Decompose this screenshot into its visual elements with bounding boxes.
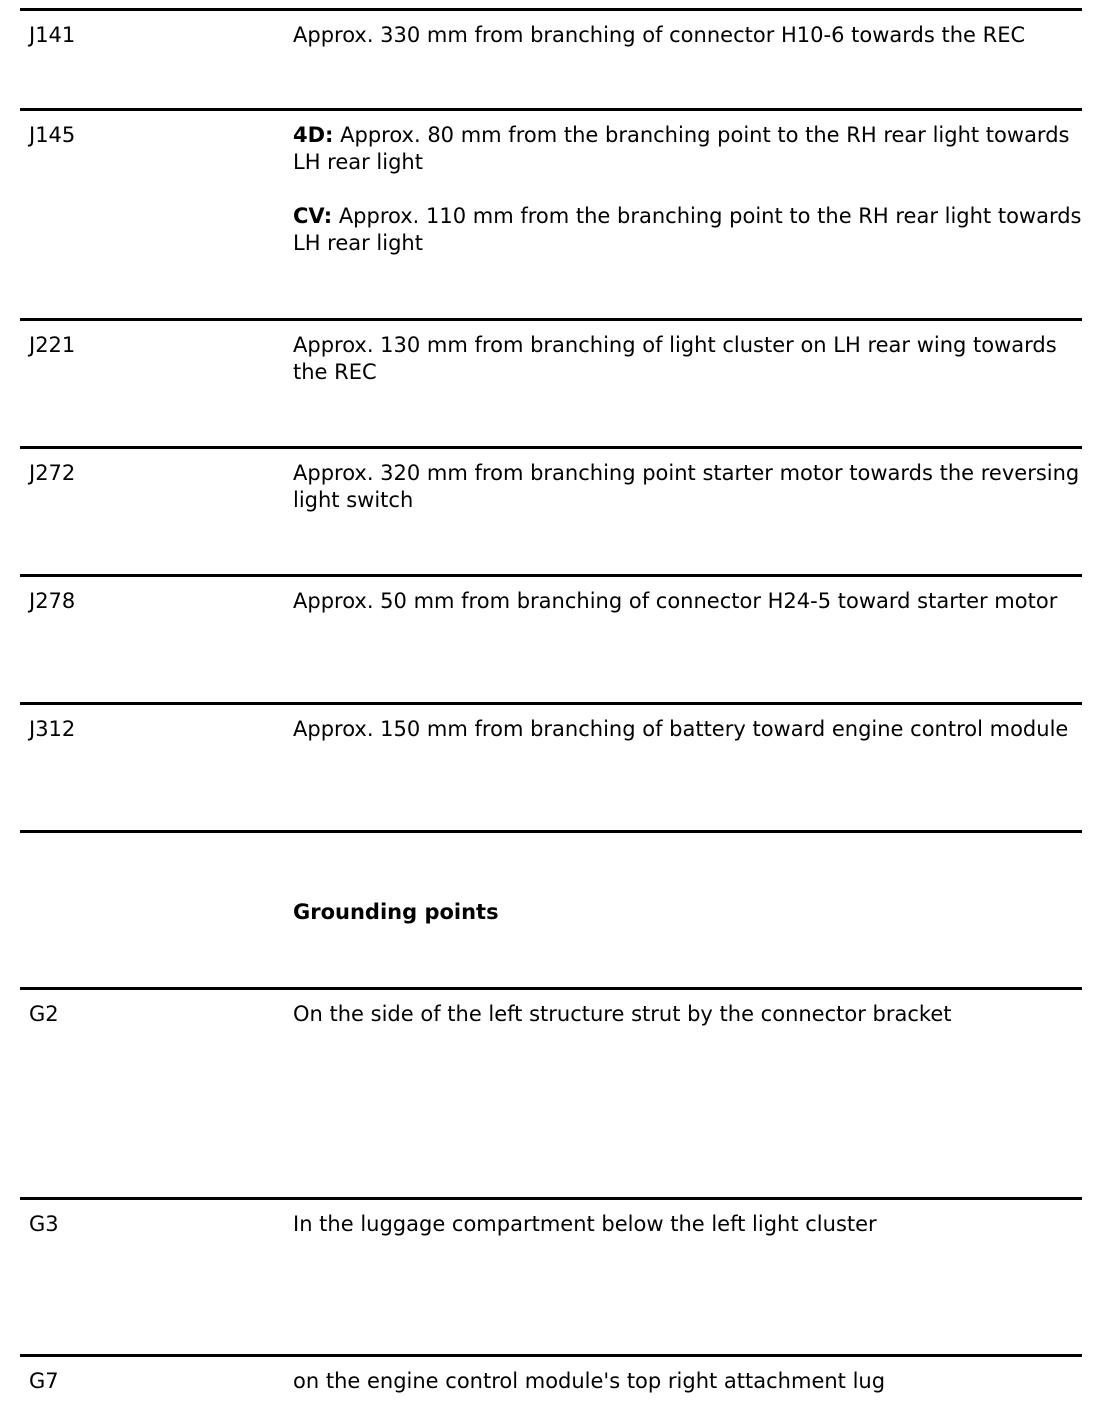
- row-description: Approx. 130 mm from branching of light cluster on LH rear wing towards the REC: [293, 333, 1057, 384]
- row-code: G2: [29, 1002, 59, 1026]
- row-code: G7: [29, 1369, 59, 1393]
- row-code: J278: [29, 589, 76, 613]
- table-row: [20, 1354, 1082, 1393]
- row-description: Approx. 50 mm from branching of connector H24-5 toward starter motor: [293, 589, 1058, 613]
- row-description: [293, 122, 1088, 257]
- row-description: On the side of the left structure strut by the connector bracket: [293, 1002, 952, 1026]
- section-heading: Grounding points: [293, 900, 499, 924]
- row-code: G3: [29, 1212, 59, 1236]
- row-description: Approx. 320 mm from branching point starter motor towards the reversing light switch: [293, 461, 1080, 512]
- table-row: [20, 108, 1082, 255]
- variant-line-4d: 4D: Approx. 80 mm from the branching point to the RH rear light towards LH rear light: [293, 123, 1070, 174]
- table-row: [20, 1197, 1082, 1236]
- table-row: [20, 574, 1082, 613]
- row-description: Approx. 150 mm from branching of battery toward engine control module: [293, 717, 1069, 741]
- variant-prefix: 4D:: [293, 123, 334, 147]
- table-row: [20, 446, 1082, 512]
- row-code: J145: [29, 123, 76, 147]
- row-description: In the luggage compartment below the left light cluster: [293, 1212, 877, 1236]
- table-row: [20, 987, 1082, 1026]
- row-code: J272: [29, 461, 76, 485]
- row-code: J141: [29, 23, 76, 47]
- row-code: J221: [29, 333, 76, 357]
- section-divider: [20, 830, 1082, 833]
- variant-prefix: CV:: [293, 204, 333, 228]
- table-row: [20, 8, 1082, 47]
- table-row: [20, 318, 1082, 384]
- table-row: [20, 702, 1082, 741]
- variant-line-cv: CV: Approx. 110 mm from the branching point to the RH rear light towards LH rear light: [293, 204, 1082, 255]
- row-code: J312: [29, 717, 76, 741]
- row-description: on the engine control module's top right attachment lug: [293, 1369, 886, 1393]
- row-description: Approx. 330 mm from branching of connector H10-6 towards the REC: [293, 23, 1026, 47]
